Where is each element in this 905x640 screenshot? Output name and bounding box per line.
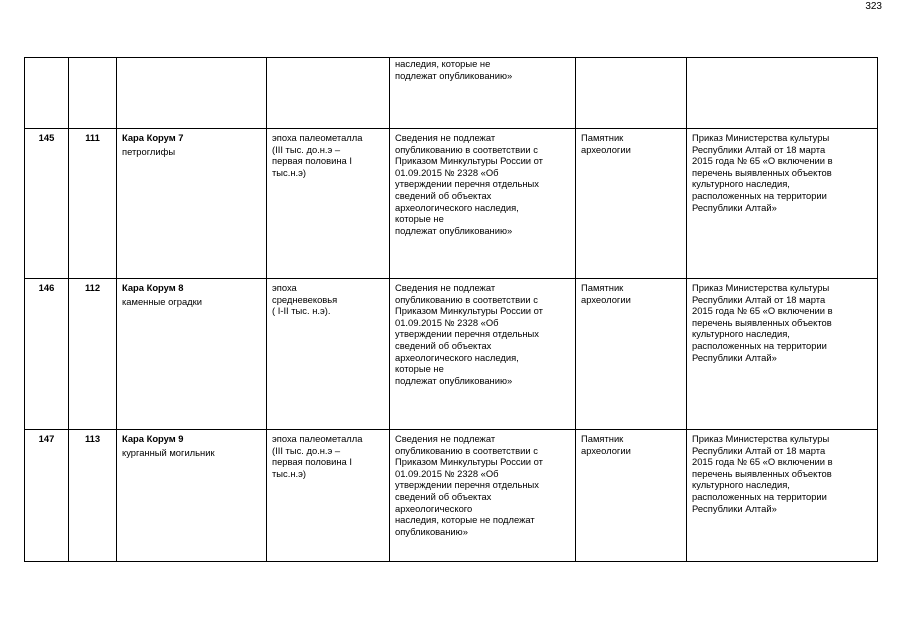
- object-name: Кара Корум 8: [122, 282, 184, 293]
- cell-category: [576, 58, 687, 129]
- object-type: курганный могильник: [122, 446, 215, 458]
- table-row: [25, 279, 878, 430]
- cell-dating: эпоха палеометалла (III тыс. до.н.э – первая половина I тыс.н.э): [267, 129, 390, 279]
- object-name: Кара Корум 7: [122, 132, 184, 143]
- object-name: Кара Корум 9: [122, 433, 184, 444]
- cell-document: Приказ Министерства культуры Республики Алтай от 18 марта 2015 года № 65 «О включении в перечень выявленных объектов культурного наследия, расположенных на территории Республики Алтай»: [687, 129, 878, 279]
- cell-information: наследия, которые не подлежат опубликованию»: [390, 58, 576, 129]
- object-type: петроглифы: [122, 145, 176, 157]
- cell-category: Памятник археологии: [576, 279, 687, 430]
- cell-sub-num: 111: [69, 129, 117, 279]
- cell-dating: эпоха палеометалла (III тыс. до.н.э – первая половина I тыс.н.э): [267, 430, 390, 562]
- cell-name: [117, 279, 267, 430]
- cell-information: Сведения не подлежат опубликованию в соответствии с Приказом Минкультуры России от 01.09.2015 № 2328 «Об утверждении перечня отдельных сведений об объектах археологического наследия, которые не подлежат опубликованию»: [390, 430, 576, 562]
- cell-document: [687, 58, 878, 129]
- cell-sub-num: [69, 58, 117, 129]
- page-number: 323: [865, 1, 882, 12]
- cell-num: [25, 58, 69, 129]
- heritage-registry-table: [24, 57, 878, 562]
- cell-name: [117, 58, 267, 129]
- cell-document: Приказ Министерства культуры Республики Алтай от 18 марта 2015 года № 65 «О включении в перечень выявленных объектов культурного наследия, расположенных на территории Республики Алтай»: [687, 279, 878, 430]
- table-row: [25, 430, 878, 562]
- object-type: каменные оградки: [122, 295, 202, 307]
- cell-category: Памятник археологии: [576, 129, 687, 279]
- cell-dating: [267, 58, 390, 129]
- cell-num: 146: [25, 279, 69, 430]
- table-row: [25, 129, 878, 279]
- cell-category: Памятник археологии: [576, 430, 687, 562]
- cell-document: Приказ Министерства культуры Республики Алтай от 18 марта 2015 года № 65 «О включении в перечень выявленных объектов культурного наследия, расположенных на территории Республики Алтай»: [687, 430, 878, 562]
- cell-num: 147: [25, 430, 69, 562]
- cell-name: [117, 129, 267, 279]
- cell-num: 145: [25, 129, 69, 279]
- cell-name: [117, 430, 267, 562]
- cell-dating: эпоха средневековья ( I-II тыс. н.э).: [267, 279, 390, 430]
- cell-information: Сведения не подлежат опубликованию в соответствии с Приказом Минкультуры России от 01.09.2015 № 2328 «Об утверждении перечня отдельных сведений об объектах археологического наследия, которые не подлежат опубликованию»: [390, 279, 576, 430]
- cell-sub-num: 112: [69, 279, 117, 430]
- table-row-continuation: [25, 58, 878, 129]
- cell-information: Сведения не подлежат опубликованию в соответствии с Приказом Минкультуры России от 01.09.2015 № 2328 «Об утверждении перечня отдельных сведений об объектах археологического наследия, которые не подлежат опубликованию»: [390, 129, 576, 279]
- cell-sub-num: 113: [69, 430, 117, 562]
